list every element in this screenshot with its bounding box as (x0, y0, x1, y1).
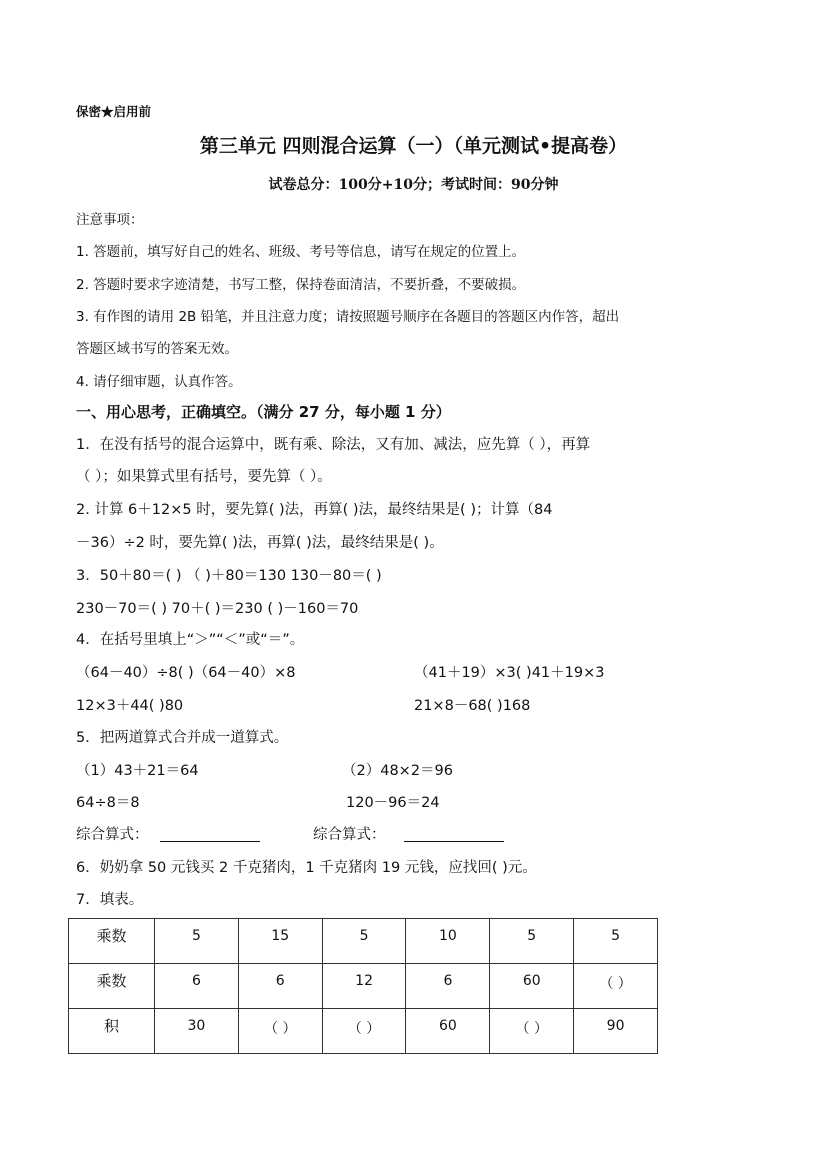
table-row (69, 919, 658, 964)
multiplication-table (68, 918, 658, 1054)
table-cell: 积 (69, 1009, 155, 1054)
answer-line-2[interactable] (404, 841, 504, 842)
table-answer-cell[interactable]: （ ） (490, 1009, 574, 1054)
table-cell: 10 (406, 919, 490, 964)
table-cell: 乘数 (69, 964, 155, 1009)
question-3-line1: 3．50＋80＝( ) （ )＋80＝130 130－80＝( ) (76, 568, 382, 584)
note-2: 2. 答题时要求字迹清楚，书写工整，保持卷面清洁，不要折叠，不要破损。 (76, 277, 526, 293)
question-1-line1: 1．在没有括号的混合运算中，既有乘、除法，又有加、减法，应先算（ ），再算 (76, 437, 591, 453)
note-3-line1: 3. 有作图的请用 2B 铅笔，并且注意力度；请按照题号顺序在各题目的答题区内作答，超出 (76, 309, 620, 325)
note-3-line2: 答题区域书写的答案无效。 (76, 341, 238, 357)
question-4-item-1: （64－40）÷8( )（64－40）×8 (76, 665, 296, 681)
table-cell: 15 (238, 919, 322, 964)
table-answer-cell[interactable]: （ ） (574, 964, 658, 1009)
note-1: 1. 答题前，填写好自己的姓名、班级、考号等信息，请写在规定的位置上。 (76, 244, 526, 260)
answer-line-1[interactable] (160, 841, 260, 842)
table-row (69, 964, 658, 1009)
table-cell: 6 (238, 964, 322, 1009)
question-6: 6．奶奶拿 50 元钱买 2 千克猪肉，1 千克猪肉 19 元钱，应找回( )元。 (76, 860, 537, 876)
page-title: 第三单元 四则混合运算（一）（单元测试•提高卷） (199, 135, 628, 157)
question-3-line2: 230－70＝( ) 70＋( )＝230 ( )－160＝70 (76, 601, 359, 617)
question-4-item-4: 21×8－68( )168 (414, 698, 531, 714)
exam-info: 试卷总分：100分+10分；考试时间：90分钟 (268, 177, 559, 193)
table-cell: 5 (322, 919, 406, 964)
confidential-label: 保密★启用前 (76, 104, 152, 119)
table-cell: 5 (155, 919, 239, 964)
note-4: 4. 请仔细审题，认真作答。 (76, 374, 242, 390)
section-1-heading: 一、用心思考，正确填空。（满分 27 分，每小题 1 分） (76, 403, 451, 421)
question-4-item-3: 12×3＋44( )80 (76, 698, 184, 714)
question-5-pair1-eq2: 64÷8＝8 (76, 795, 140, 811)
question-5-pair2-eq1: （2）48×2＝96 (342, 763, 454, 779)
table-cell: 5 (574, 919, 658, 964)
question-4: 4．在括号里填上“＞”“＜”或“＝”。 (76, 632, 305, 648)
table-cell: 乘数 (69, 919, 155, 964)
question-5-pair2-eq2: 120－96＝24 (346, 795, 440, 811)
table-cell: 60 (490, 964, 574, 1009)
question-4-item-2: （41＋19）×3( )41＋19×3 (414, 665, 605, 681)
question-2-line2: －36）÷2 时，要先算( )法，再算( )法，最终结果是( )。 (76, 535, 444, 551)
question-5-pair1-eq1: （1）43＋21＝64 (76, 763, 199, 779)
notes-heading: 注意事项： (76, 212, 144, 228)
table-cell: 6 (155, 964, 239, 1009)
table-cell: 30 (155, 1009, 239, 1054)
question-7: 7．填表。 (76, 892, 144, 908)
question-1-line2: （ ）；如果算式里有括号，要先算（ ）。 (76, 469, 332, 485)
combined-formula-label-1: 综合算式： (76, 827, 149, 843)
table-answer-cell[interactable]: （ ） (238, 1009, 322, 1054)
table-cell: 5 (490, 919, 574, 964)
question-2-line1: 2. 计算 6＋12×5 时，要先算( )法，再算( )法，最终结果是( )；计算（84 (76, 502, 553, 518)
combined-formula-label-2: 综合算式： (313, 827, 386, 843)
table-cell: 90 (574, 1009, 658, 1054)
table-cell: 6 (406, 964, 490, 1009)
table-cell: 12 (322, 964, 406, 1009)
table-cell: 60 (406, 1009, 490, 1054)
table-row (69, 1009, 658, 1054)
question-5: 5．把两道算式合并成一道算式。 (76, 730, 289, 746)
table-answer-cell[interactable]: （ ） (322, 1009, 406, 1054)
